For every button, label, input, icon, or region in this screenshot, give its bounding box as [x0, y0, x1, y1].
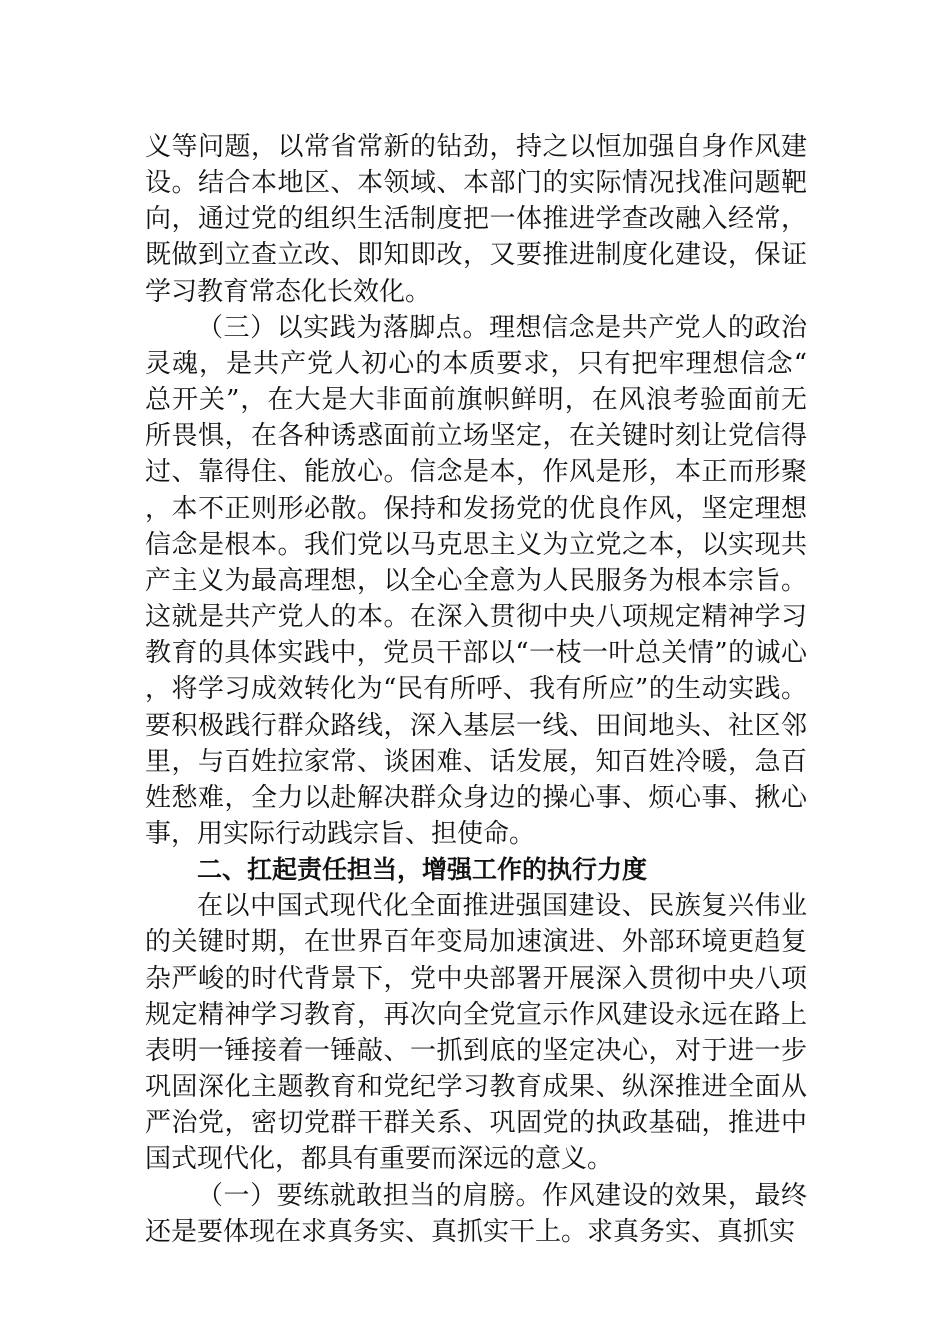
section-heading-responsibility: 二、扛起责任担当，增强工作的执行力度	[197, 855, 648, 885]
paragraph-modernization-context: 在以中国式现代化全面推进强国建设、民族复兴伟业的关键时期，在世界百年变局加速演进、外部环境更趋复杂严峻的时代背景下，党中央部署开展深入贯彻中央八项规定精神学习教育，再次向全党宣示作风建设永远在路上表明一锤接着一锤敲、一抓到底的坚定决心，对于进一步巩固深化主题教育和党纪学习教育成果、纵深推进全面从严治党，密切党群干群关系、巩固党的执政基础，推进中国式现代化，都具有重要而深远的意义。	[145, 891, 807, 1175]
document-body	[145, 129, 807, 1250]
paragraph-practice-foothold: （三）以实践为落脚点。理想信念是共产党人的政治灵魂，是共产党人初心的本质要求，只有把牢理想信念“总开关”，在大是大非面前旗帜鲜明，在风浪考验面前无所畏惧，在各种诱惑面前立场坚定，在关键时刻让党信得过、靠得住、能放心。信念是本，作风是形，本正而形聚，本不正则形必散。保持和发扬党的优良作风，坚定理想信念是根本。我们党以马克思主义为立党之本，以实现共产主义为最高理想，以全心全意为人民服务为根本宗旨。这就是共产党人的本。在深入贯彻中央八项规定精神学习教育的具体实践中，党员干部以“一枝一叶总关情”的诚心，将学习成效转化为“民有所呼、我有所应”的生动实践。要积极践行群众路线，深入基层一线、田间地头、社区邻里，与百姓拉家常、谈困难、话发展，知百姓冷暖，急百姓愁难，全力以赴解决群众身边的操心事、烦心事、揪心事，用实际行动践宗旨、担使命。	[145, 312, 807, 849]
paragraph-continuation: 义等问题，以常省常新的钻劲，持之以恒加强自身作风建设。结合本地区、本领域、本部门的实际情况找准问题靶向，通过党的组织生活制度把一体推进学查改融入经常，既做到立查立改、即知即改，又要推进制度化建设，保证学习教育常态化长效化。	[145, 132, 807, 307]
paragraph-shoulder-responsibility: （一）要练就敢担当的肩膀。作风建设的效果，最终还是要体现在求真务实、真抓实干上。求真务实、真抓实	[145, 1180, 807, 1247]
